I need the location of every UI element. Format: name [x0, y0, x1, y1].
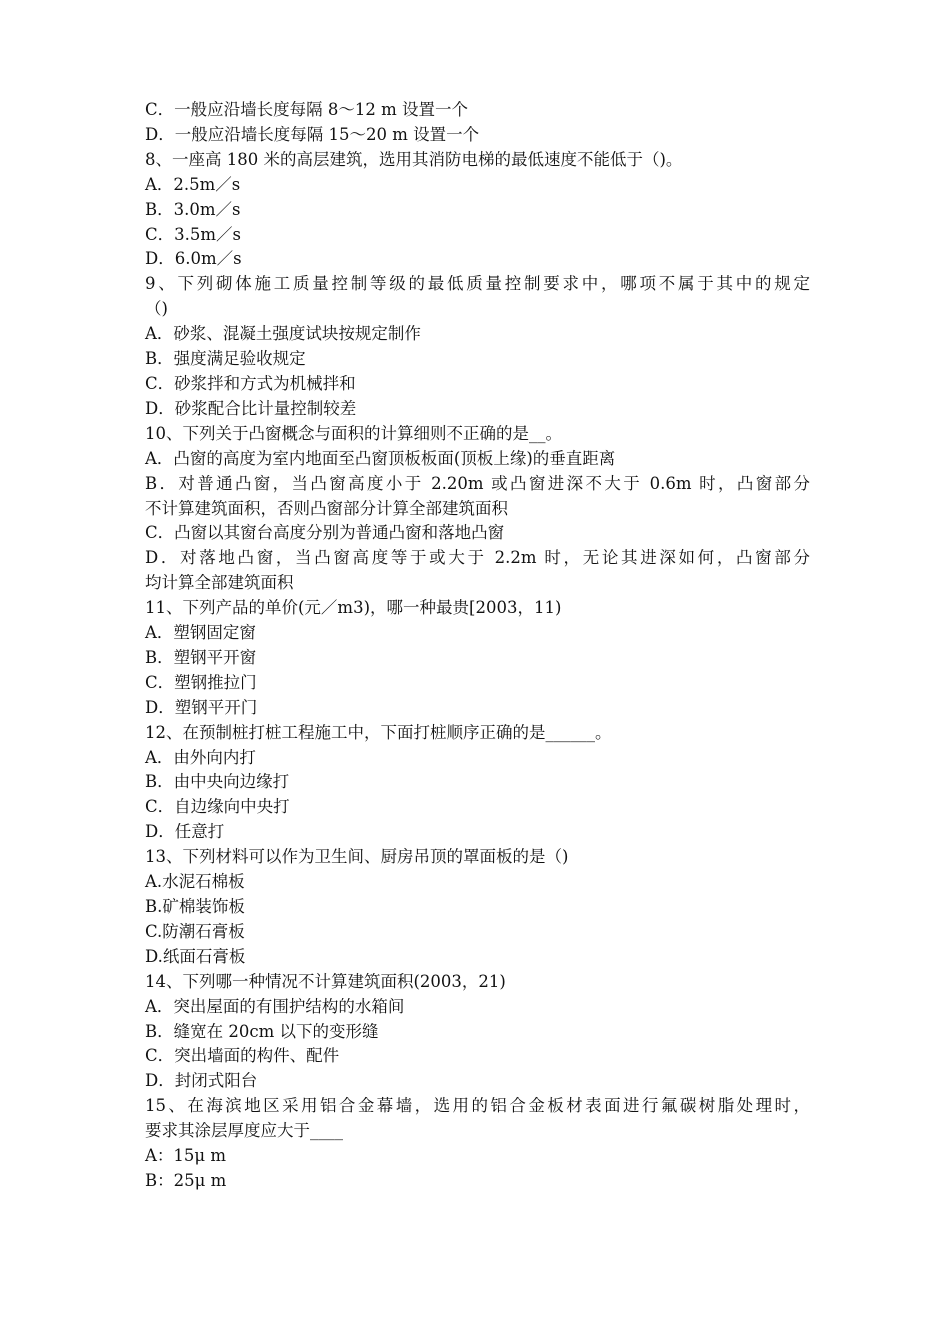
option-line: B．塑钢平开窗 [145, 647, 257, 667]
question-9: 9、下列砌体施工质量控制等级的最低质量控制要求中，哪项不属于其中的规定 [145, 274, 810, 294]
question-14: 14、下列哪一种情况不计算建筑面积(2003，21) [145, 971, 506, 991]
option-line: A．砂浆、混凝土强度试块按规定制作 [145, 324, 421, 344]
option-line: B．对普通凸窗，当凸窗高度小于 2.20m 或凸窗进深不大于 0.6m 时，凸窗部分 [145, 473, 810, 493]
question-9-cont: （) [145, 299, 168, 319]
option-line: B．由中央向边缘打 [145, 772, 290, 792]
option-line: A．2.5m／s [145, 174, 241, 194]
option-line: D．6.0m／s [145, 249, 242, 269]
option-line: D．塑钢平开门 [145, 697, 258, 717]
option-line: D.纸面石膏板 [145, 946, 246, 966]
option-line: D．封闭式阳台 [145, 1071, 258, 1091]
question-8: 8、一座高 180 米的高层建筑，选用其消防电梯的最低速度不能低于（)。 [145, 149, 683, 169]
option-line: C．凸窗以其窗台高度分别为普通凸窗和落地凸窗 [145, 523, 505, 543]
option-line-cont: 均计算全部建筑面积 [145, 573, 294, 593]
document-page [145, 98, 810, 1194]
option-line: A：15μ m [145, 1146, 227, 1166]
option-line: C．自边缘向中央打 [145, 797, 290, 817]
option-line: B.矿棉装饰板 [145, 897, 245, 916]
option-line: A．由外向内打 [145, 747, 256, 767]
option-line: C．突出墙面的构件、配件 [145, 1046, 340, 1066]
text-line: C．一般应沿墙长度每隔 8～12 m 设置一个 [145, 100, 468, 119]
question-15: 15、在海滨地区采用铝合金幕墙，选用的铝合金板材表面进行氟碳树脂处理时， [145, 1096, 810, 1116]
option-line: D．任意打 [145, 822, 225, 842]
question-13: 13、下列材料可以作为卫生间、厨房吊顶的罩面板的是（) [145, 847, 569, 867]
question-10: 10、下列关于凸窗概念与面积的计算细则不正确的是__。 [145, 423, 562, 443]
option-line-cont: 不计算建筑面积，否则凸窗部分计算全部建筑面积 [145, 498, 508, 518]
text-line: D．一般应沿墙长度每隔 15～20 m 设置一个 [145, 124, 480, 144]
option-line: D．砂浆配合比计量控制较差 [145, 398, 357, 418]
question-11: 11、下列产品的单价(元／m3)，哪一种最贵[2003，11) [145, 598, 562, 618]
option-line: A．突出屋面的有围护结构的水箱间 [145, 996, 405, 1016]
option-line: A．凸窗的高度为室内地面至凸窗顶板板面(顶板上缘)的垂直距离 [145, 448, 616, 468]
question-12: 12、在预制桩打桩工程施工中，下面打桩顺序正确的是______。 [145, 722, 612, 742]
option-line: B．强度满足验收规定 [145, 349, 306, 369]
option-line: C．塑钢推拉门 [145, 672, 257, 692]
option-line: B：25μ m [145, 1170, 227, 1190]
option-line: C.防潮石膏板 [145, 921, 245, 941]
option-line: B．缝宽在 20cm 以下的变形缝 [145, 1021, 379, 1041]
option-line: D．对落地凸窗，当凸窗高度等于或大于 2.2m 时，无论其进深如何，凸窗部分 [145, 548, 810, 568]
question-15-cont: 要求其涂层厚度应大于____ [145, 1121, 343, 1141]
option-line: C．3.5m／s [145, 224, 241, 244]
option-line: B．3.0m／s [145, 199, 241, 219]
option-line: A.水泥石棉板 [145, 872, 245, 892]
option-line: C．砂浆拌和方式为机械拌和 [145, 373, 356, 393]
option-line: A．塑钢固定窗 [145, 623, 256, 643]
